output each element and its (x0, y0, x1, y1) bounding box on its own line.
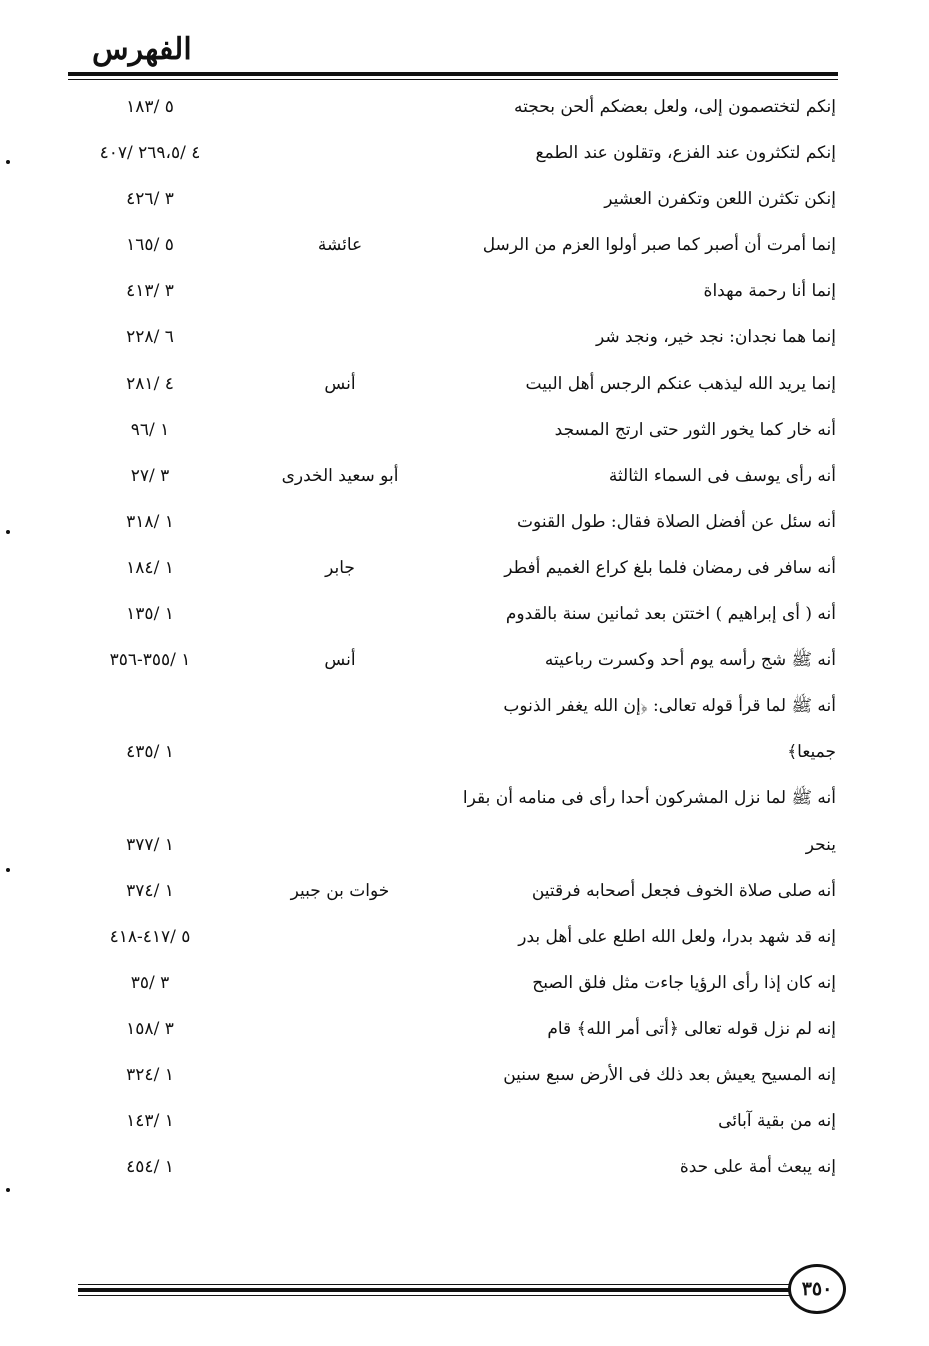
index-entry-row (70, 914, 840, 960)
entry-narrator (250, 407, 430, 453)
scan-speck (6, 1188, 10, 1192)
page-title: الفهرس (92, 32, 192, 67)
index-entry-row (70, 775, 840, 821)
index-entry-row (70, 499, 840, 545)
entry-text: إنه كان إذا رأى الرؤيا جاءت مثل فلق الصبح (532, 972, 836, 993)
entry-text: أنه ( أى إبراهيم ) اختتن بعد ثمانين سنة بالقدوم (505, 604, 836, 625)
entry-text: جميعا﴾ (787, 742, 836, 763)
entry-narrator (250, 176, 430, 222)
entry-narrator (250, 591, 430, 637)
entry-text: إنه قد شهد بدرا، ولعل الله اطلع على أهل بدر (518, 926, 836, 947)
entry-narrator (250, 1006, 430, 1052)
index-entry-row (70, 1052, 840, 1098)
footer-rule-top (78, 1284, 790, 1285)
entry-reference: ٣ /٢٧ (130, 465, 170, 486)
footer-rule-bottom (78, 1295, 790, 1296)
entry-reference (70, 683, 230, 729)
scan-speck (6, 160, 10, 164)
entry-reference: ٥ /١٦٥ (126, 235, 174, 256)
entry-text: إنما هما نجدان: نجد خير، ونجد شر (595, 327, 836, 348)
entry-narrator (250, 1052, 430, 1098)
index-entry-row (70, 176, 840, 222)
entry-narrator (250, 84, 430, 130)
entry-narrator (250, 914, 430, 960)
index-entry-row (70, 683, 840, 729)
entry-reference: ١ /٣٥٥-٣٥٦ (109, 650, 191, 671)
index-entry-row (70, 361, 840, 407)
entry-reference: ٥ /١٨٣ (126, 97, 174, 117)
index-entry-row (70, 729, 840, 775)
entry-narrator (250, 1144, 430, 1190)
entry-text: أنه خار كما يخور الثور حتى ارتج المسجد (554, 419, 836, 440)
index-entry-row (70, 637, 840, 683)
entry-text: إنما أمرت أن أصبر كما صبر أولوا العزم من الرسل (482, 235, 836, 256)
scan-speck (6, 530, 10, 534)
index-table (70, 84, 840, 1190)
entry-narrator: أنس (324, 373, 356, 394)
entry-reference: ١ /٤٥٤ (126, 1157, 174, 1178)
entry-text: أنه رأى يوسف فى السماء الثالثة (608, 465, 836, 486)
entry-text: أنه سئل عن أفضل الصلاة فقال: طول القنوت (517, 511, 836, 532)
entry-reference: ١ /٩٦ (130, 419, 170, 440)
entry-narrator: عائشة (317, 235, 363, 256)
entry-text: أنه سافر فى رمضان فلما بلغ كراع الغميم أفطر (504, 557, 836, 578)
page-number: ٣٥٠ (788, 1264, 846, 1314)
index-entry-row (70, 130, 840, 176)
entry-narrator (250, 1098, 430, 1144)
entry-text: ينحر (805, 834, 836, 855)
entry-narrator: خوات بن جبير (290, 880, 390, 901)
footer-rule (78, 1288, 790, 1292)
index-entry-row (70, 222, 840, 268)
entry-text: أنه ﷺ لما قرأ قوله تعالى: ﴿إن الله يغفر الذنوب (503, 696, 836, 717)
entry-narrator (250, 683, 430, 729)
entry-text: أنه ﷺ لما نزل المشركون أحدا رأى فى منامه أن بقرا (462, 788, 836, 809)
header-rule (68, 72, 838, 76)
entry-reference: ٤ /٢٨١ (126, 373, 174, 394)
index-entry-row (70, 407, 840, 453)
entry-narrator (250, 314, 430, 360)
entry-narrator (250, 268, 430, 314)
entry-text: إنكم لتختصمون إلى، ولعل بعضكم ألحن بحجته (514, 97, 836, 117)
entry-text: إنما يريد الله ليذهب عنكم الرجس أهل البيت (525, 373, 836, 394)
entry-reference: ٣ /٤٢٦ (126, 189, 174, 210)
index-entry-row (70, 268, 840, 314)
index-entry-row (70, 822, 840, 868)
entry-narrator (250, 822, 430, 868)
entry-reference: ٣ /٤١٣ (126, 281, 174, 302)
entry-reference: ١ /١٨٤ (126, 557, 174, 578)
entry-narrator (250, 775, 430, 821)
entry-narrator (250, 499, 430, 545)
entry-text: إنه من بقية آبائى (718, 1111, 836, 1132)
entry-text: أنه ﷺ شج رأسه يوم أحد وكسرت رباعيته (544, 650, 836, 671)
page-footer (70, 1262, 860, 1322)
entry-reference: ٥ /٤١٧-٤١٨ (109, 926, 191, 947)
entry-text: إنكم لتكثرون عند الفزع، وتقلون عند الطمع (535, 143, 836, 164)
entry-reference: ٣ /٣٥ (130, 972, 170, 993)
entry-text: إنه المسيح يعيش بعد ذلك فى الأرض سبع سنين (503, 1064, 836, 1085)
entry-reference: ١ /٣٧٤ (126, 880, 174, 901)
entry-text: إنه لم نزل قوله تعالى ﴿أتى أمر الله﴾ قام (547, 1018, 836, 1039)
entry-text: إنما أنا رحمة مهداة (703, 281, 836, 302)
index-entry-row (70, 1098, 840, 1144)
scan-speck (6, 868, 10, 872)
entry-reference: ١ /٣٧٧ (126, 834, 174, 855)
page-header (60, 28, 840, 80)
entry-reference: ١ /١٤٣ (126, 1111, 174, 1132)
entry-text: إنه يبعث أمة على حدة (679, 1157, 836, 1178)
entry-reference: ٣ /١٥٨ (126, 1018, 174, 1039)
entry-reference: ١ /١٣٥ (126, 604, 174, 625)
entry-reference: ١ /٣١٨ (126, 511, 174, 532)
entry-narrator (250, 729, 430, 775)
index-entry-row (70, 1144, 840, 1190)
index-entry-row (70, 84, 840, 130)
entry-reference: ١ /٣٢٤ (126, 1064, 174, 1085)
index-entry-row (70, 1006, 840, 1052)
entry-reference (70, 775, 230, 821)
entry-narrator: جابر (325, 557, 355, 578)
index-entry-row (70, 868, 840, 914)
entry-reference: ٤ /٢٦٩،٥ /٤٠٧ (99, 143, 201, 164)
index-entry-row (70, 960, 840, 1006)
index-entry-row (70, 591, 840, 637)
index-entry-row (70, 453, 840, 499)
entry-narrator: أبو سعيد الخدرى (281, 465, 399, 486)
header-rule-secondary (68, 79, 838, 80)
index-entry-row (70, 545, 840, 591)
entry-reference: ٦ /٢٢٨ (126, 327, 174, 348)
entry-narrator (250, 960, 430, 1006)
entry-text: أنه صلى صلاة الخوف فجعل أصحابه فرقتين (531, 880, 836, 901)
entry-reference: ١ /٤٣٥ (126, 742, 174, 763)
index-entry-row (70, 314, 840, 360)
entry-narrator: أنس (324, 650, 356, 671)
entry-narrator (250, 130, 430, 176)
entry-text: إنكن تكثرن اللعن وتكفرن العشير (604, 189, 836, 210)
